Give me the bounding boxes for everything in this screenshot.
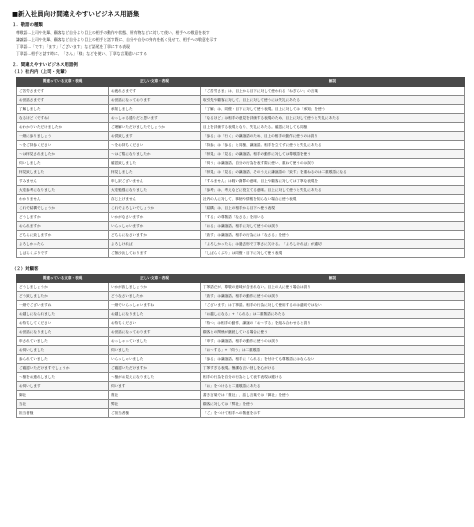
table-row xyxy=(17,167,465,176)
table-row xyxy=(17,248,465,257)
cell-wrong-expression: おられますか xyxy=(17,221,109,230)
cell-explanation: 「拝見」は「見る」の謙譲語。相手の動作に対しては尊敬語を使う xyxy=(201,149,465,158)
table-row xyxy=(17,355,465,364)
table-row xyxy=(17,409,465,418)
cell-explanation: 「すみません」は軽い謝罪の意味、目上や顧客に対しては丁寧な表現を xyxy=(201,176,465,185)
cell-explanation: 「ご」をつけて相手への敬意を示す xyxy=(201,409,465,418)
cell-wrong-expression: 御社 xyxy=(17,391,109,400)
cell-wrong-expression: しばらくぶりです xyxy=(17,248,109,257)
cell-explanation: 取引先や顧客に対して、目上に対して使うには失礼にあたる xyxy=(201,95,465,104)
table-row xyxy=(17,158,465,167)
cell-explanation: 「参る」は謙譲語。相手に「られる」を付けても尊敬語にはならない xyxy=(201,355,465,364)
column-header-wrong: 間違っている文章・表現 xyxy=(17,78,109,87)
cell-correct-expression: どうなさいましたか xyxy=(109,292,201,301)
table-header-row xyxy=(17,274,465,283)
cell-correct-expression: ご担当者様 xyxy=(109,409,201,418)
cell-correct-expression: よろしければ xyxy=(109,239,201,248)
table-row xyxy=(17,310,465,319)
cell-correct-expression: 弊社 xyxy=(109,400,201,409)
table-row xyxy=(17,104,465,113)
cell-correct-expression: 承知しました xyxy=(109,104,201,113)
document-title: ■新入社員向け間違えやすいビジネス用語集 xyxy=(12,10,140,18)
table-row xyxy=(17,230,465,239)
cell-explanation: 顧客に対しては「弊社」を使う xyxy=(201,400,465,409)
table-row xyxy=(17,221,465,230)
cell-explanation: 「ご苦労さま」は、目上から目下に対して使われる「ねぎらい」の言葉 xyxy=(201,86,465,95)
cell-explanation: 丁寧すぎる表現。簡潔な言い回しを心がける xyxy=(201,364,465,373)
cell-wrong-expression: 当社 xyxy=(17,400,109,409)
cell-correct-expression: お待ちください xyxy=(109,319,201,328)
cell-correct-expression: 貴社 xyxy=(109,391,201,400)
cell-wrong-expression: わかりません xyxy=(17,194,109,203)
cell-wrong-expression: どうしますか xyxy=(17,212,109,221)
cell-wrong-expression: お伺いします xyxy=(17,382,109,391)
cell-wrong-expression: 大変参考になりました xyxy=(17,185,109,194)
table-row xyxy=(17,292,465,301)
section1-line: 丁寧語…相手と話す時に、「さん」「様」などを使い、丁寧な言葉遣いにする xyxy=(16,51,147,56)
cell-wrong-expression: ～をご持参ください xyxy=(17,140,109,149)
cell-wrong-expression: すみません xyxy=(17,176,109,185)
cell-explanation: 「伺う」は謙譲語。自分の行為を表す際に使い、重ねて使うのは誤り xyxy=(201,158,465,167)
table-row xyxy=(17,400,465,409)
cell-correct-expression: どちらになさいますか xyxy=(109,230,201,239)
cell-correct-expression: 存じ上げません xyxy=(109,194,201,203)
column-header-explanation: 解説 xyxy=(201,78,465,87)
table-row xyxy=(17,337,465,346)
subsection-customer: （２）対顧客 xyxy=(12,266,39,272)
cell-explanation: 「しばらくぶり」は同僚・目下に対して使う表現 xyxy=(201,248,465,257)
cell-correct-expression: お世話になっております xyxy=(109,95,201,104)
cell-explanation: 顧客との関係が継続している場合に使う xyxy=(201,328,465,337)
cell-correct-expression: いかが致しましょうか xyxy=(109,283,201,292)
table-row xyxy=(17,95,465,104)
column-header-correct: 正しい文章・表現 xyxy=(109,274,201,283)
cell-wrong-expression: お世話さまです xyxy=(17,95,109,104)
table-row xyxy=(17,185,465,194)
table-row xyxy=(17,301,465,310)
cell-explanation: 目上を評価する表現となり、失礼にあたる。確認に対しても同様 xyxy=(201,122,465,131)
cell-wrong-expression: 一緒に参りましょう xyxy=(17,131,109,140)
cell-wrong-expression: どう致しましたか xyxy=(17,292,109,301)
cell-explanation: 相手の行為を自分の行為として表す表現は避ける xyxy=(201,373,465,382)
table-row xyxy=(17,346,465,355)
table-row xyxy=(17,113,465,122)
cell-correct-expression: 一緒でいらっしゃいますね xyxy=(109,301,201,310)
cell-correct-expression: お越しになりました xyxy=(109,310,201,319)
table-row xyxy=(17,328,465,337)
cell-wrong-expression: お越しになられました xyxy=(17,310,109,319)
cell-explanation: 社内の人に対して、事柄や情報を知らない場合に使う表現 xyxy=(201,194,465,203)
section2-heading: ２．間違えやすいビジネス用語例 xyxy=(12,63,78,68)
cell-explanation: 「おる」は謙譲語。相手に対して使うのは誤り xyxy=(201,221,465,230)
cell-explanation: 「持参」は「参る」と同様、謙譲語。相手を立てずに使うと失礼にあたる xyxy=(201,140,465,149)
cell-wrong-expression: これで結構でしょうか xyxy=(17,203,109,212)
cell-explanation: 「申す」は謙譲語。相手の動作に使うのは誤り xyxy=(201,337,465,346)
cell-wrong-expression: お伺いしました xyxy=(17,346,109,355)
cell-correct-expression: お供致します xyxy=(109,131,201,140)
table-row xyxy=(17,319,465,328)
table-row xyxy=(17,86,465,95)
table-row xyxy=(17,212,465,221)
cell-wrong-expression: 一緒でございますね xyxy=(17,301,109,310)
cell-explanation: 「拝見」は「見る」の謙譲語、そのうえに謙譲語の「致す」を重ねるのは二重敬語になる xyxy=(201,167,465,176)
cell-wrong-expression: お世話になりました xyxy=(17,328,109,337)
cell-wrong-expression: 申されていました xyxy=(17,337,109,346)
cell-correct-expression: いかがなさいますか xyxy=(109,212,201,221)
cell-correct-expression: これでよろしいでしょうか xyxy=(109,203,201,212)
cell-wrong-expression: 拝見致しました xyxy=(17,167,109,176)
cell-wrong-expression: 了解しました xyxy=(17,104,109,113)
section1-line: 謙譲語…上司や先輩、顧客など自分より目上の相手と話す際に、自分や自分の身内を低く見せて、相手への敬意を示す xyxy=(16,37,218,42)
column-header-explanation: 解説 xyxy=(201,274,465,283)
table-row xyxy=(17,382,465,391)
cell-correct-expression: いらっしゃいました xyxy=(109,355,201,364)
table-row xyxy=(17,194,465,203)
cell-wrong-expression: 担当者様 xyxy=(17,409,109,418)
cell-wrong-expression: 参られていました xyxy=(17,355,109,364)
cell-explanation: 「参る」は「行く」の謙譲語のため、目上の相手の動作に使うのは誤り xyxy=(201,131,465,140)
cell-correct-expression: ご確認いただけますか xyxy=(109,364,201,373)
cell-correct-expression: ご無沙汰しております xyxy=(109,248,201,257)
cell-correct-expression: 伺います xyxy=(109,382,201,391)
cell-correct-expression: ～様がお見えになりました xyxy=(109,373,201,382)
cell-wrong-expression: ～は拝見されましたか xyxy=(17,149,109,158)
table-row xyxy=(17,140,465,149)
cell-wrong-expression: ご確認いただけますでしょうか xyxy=(17,364,109,373)
cell-wrong-expression: よろしかったら xyxy=(17,239,109,248)
cell-explanation: 「する」の尊敬語「なさる」を用いる xyxy=(201,212,465,221)
cell-explanation: 書き言葉では「貴社」、話し言葉では「御社」を使う xyxy=(201,391,465,400)
cell-explanation: 「了解」は、同僚・目下に対して使う表現。目上に対しては「承知」を使う xyxy=(201,104,465,113)
section1-line: 丁寧語…「です」「ます」「ございます」など語尾を丁寧にする表現 xyxy=(16,44,130,49)
table-row xyxy=(17,149,465,158)
table-customer xyxy=(16,274,465,419)
cell-wrong-expression: 伺いしました xyxy=(17,158,109,167)
cell-correct-expression: ～はご覧になりましたか xyxy=(109,149,201,158)
cell-explanation: 「なるほど」は相手の意見を評価する表現のため、目上に対して使うと失礼にあたる xyxy=(201,113,465,122)
cell-explanation: 「待つ」は相手の動作、謙譲の「お～する」を組み合わせると誤り xyxy=(201,319,465,328)
table-internal xyxy=(16,77,465,258)
cell-correct-expression: 大変勉強になりました xyxy=(109,185,201,194)
section1-heading: １．敬語の種類 xyxy=(12,23,43,28)
cell-correct-expression: 拝見しました xyxy=(109,167,201,176)
cell-correct-expression: ご理解いただけましたでしょうか xyxy=(109,122,201,131)
cell-explanation: 「結構」は、目上の相手から目下へ使う表現 xyxy=(201,203,465,212)
table-row xyxy=(17,239,465,248)
cell-explanation: 「ございます」は丁寧語。相手の行為に対して使用するのは適切ではない xyxy=(201,301,465,310)
section1-line: 尊敬語…上司や先輩、顧客など自分より目上の相手の動作や状態、所有物などに対して使い、相手への敬意を表す xyxy=(16,30,210,35)
cell-correct-expression: ～をお持ちください xyxy=(109,140,201,149)
table-row xyxy=(17,391,465,400)
cell-wrong-expression: ～様をお連れしました xyxy=(17,373,109,382)
cell-wrong-expression: おわかりいただけましたか xyxy=(17,122,109,131)
table-header-row xyxy=(17,78,465,87)
cell-wrong-expression: なるほど（ですね） xyxy=(17,113,109,122)
table-row xyxy=(17,364,465,373)
cell-correct-expression: お疲れさまです xyxy=(109,86,201,95)
cell-explanation: 「よろしかったら」は過去形で丁寧さに欠ける。「よろしければ」が適切 xyxy=(201,239,465,248)
cell-correct-expression: 確認致しました xyxy=(109,158,201,167)
cell-wrong-expression: ご苦労さまです xyxy=(17,86,109,95)
cell-correct-expression: いらっしゃいますか xyxy=(109,221,201,230)
subsection-internal: （１）社内内（上司・先輩） xyxy=(12,70,70,75)
cell-correct-expression: おっしゃる通りだと思います xyxy=(109,113,201,122)
table-row xyxy=(17,131,465,140)
cell-explanation: 丁寧語だが、尊敬の意味が含まれない。目上の人に使う場合は誤り xyxy=(201,283,465,292)
table-row xyxy=(17,176,465,185)
cell-wrong-expression: どうしましょうか xyxy=(17,283,109,292)
cell-wrong-expression: どちらに致しますか xyxy=(17,230,109,239)
table-row xyxy=(17,283,465,292)
cell-wrong-expression: お待ちしてください xyxy=(17,319,109,328)
cell-explanation: 「お越しになる」+「られる」は二重敬語にあたる xyxy=(201,310,465,319)
cell-explanation: 「参考」は、考えなどに役立てる意味。目上に対して使うと失礼にあたる xyxy=(201,185,465,194)
cell-correct-expression: 申し訳ございません xyxy=(109,176,201,185)
table-row xyxy=(17,203,465,212)
table-row xyxy=(17,373,465,382)
cell-explanation: 「致す」は謙譲語。相手の行為には「なさる」を使う xyxy=(201,230,465,239)
cell-correct-expression: おっしゃっていました xyxy=(109,337,201,346)
cell-explanation: 「致す」は謙譲語。相手の動作に使うのは誤り xyxy=(201,292,465,301)
table-row xyxy=(17,122,465,131)
cell-explanation: 「お～する」+「伺う」は二重敬語 xyxy=(201,346,465,355)
column-header-correct: 正しい文章・表現 xyxy=(109,78,201,87)
cell-correct-expression: 伺いました xyxy=(109,346,201,355)
column-header-wrong: 間違っている文章・表現 xyxy=(17,274,109,283)
cell-explanation: 「お」をつけると二重敬語にあたる xyxy=(201,382,465,391)
cell-correct-expression: お世話になっております xyxy=(109,328,201,337)
